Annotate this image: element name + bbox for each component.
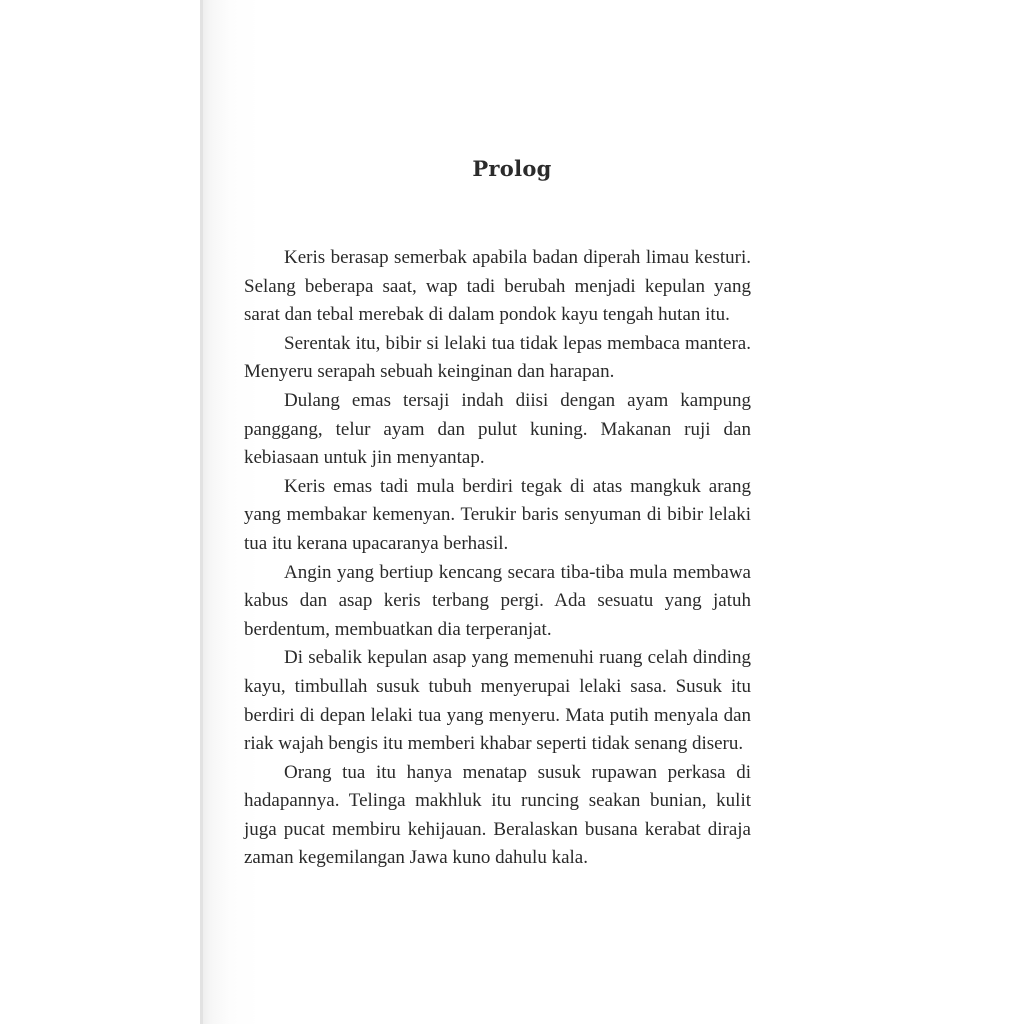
paragraph: Serentak itu, bibir si lelaki tua tidak lepas membaca mantera. Menyeru serapah sebuah keinginan dan harapan. bbox=[244, 332, 751, 383]
page-gutter-shadow bbox=[200, 0, 203, 1024]
paragraph: Angin yang bertiup kencang secara tiba-tiba mula membawa kabus dan asap keris terbang pergi. Ada sesuatu yang jatuh berdentum, membuatkan dia terperanjat. bbox=[244, 561, 751, 640]
chapter-body bbox=[244, 244, 751, 873]
paragraph: Keris emas tadi mula berdiri tegak di atas mangkuk arang yang membakar kemenyan. Terukir baris senyuman di bibir lelaki tua itu kerana upacaranya berhasil. bbox=[244, 475, 751, 554]
chapter-title: Prolog bbox=[472, 156, 552, 181]
paragraph: Orang tua itu hanya menatap susuk rupawan perkasa di hadapannya. Telinga makhluk itu runcing seakan bunian, kulit juga pucat membiru kehijauan. Beralaskan busana kerabat diraja zaman kegemilangan Jawa kuno dahulu kala. bbox=[244, 761, 751, 869]
paragraph: Di sebalik kepulan asap yang memenuhi ruang celah dinding kayu, timbullah susuk tubuh menyerupai lelaki sasa. Susuk itu berdiri di depan lelaki tua yang menyeru. Mata putih menyala dan riak wajah bengis itu memberi khabar seperti tidak senang diseru. bbox=[244, 647, 751, 755]
paragraph: Dulang emas tersaji indah diisi dengan ayam kampung panggang, telur ayam dan pulut kuning. Makanan ruji dan kebiasaan untuk jin menyantap. bbox=[244, 389, 751, 469]
paragraph: Keris berasap semerbak apabila badan diperah limau kesturi. Selang beberapa saat, wap tadi berubah menjadi kepulan yang sarat dan tebal merebak di dalam pondok kayu tengah hutan itu. bbox=[244, 247, 751, 326]
